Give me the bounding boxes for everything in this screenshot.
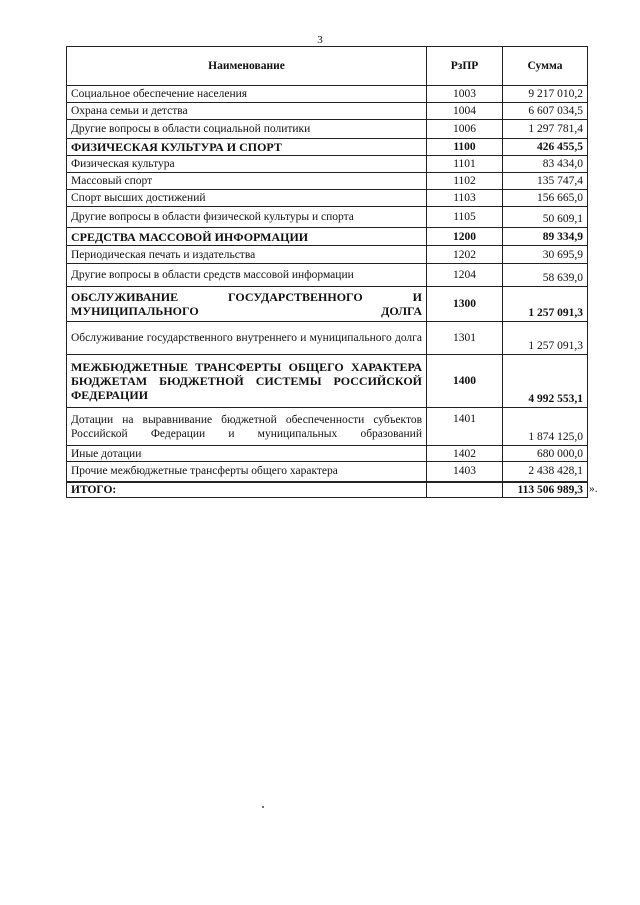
row-sum: 58 639,0: [503, 264, 588, 287]
table-row: [67, 264, 588, 287]
total-label: ИТОГО:: [67, 482, 427, 498]
header-sum: Сумма: [503, 47, 588, 86]
table-row: [67, 408, 588, 446]
header-name: Наименование: [67, 47, 427, 86]
table-row: [67, 173, 588, 190]
row-code: 1102: [427, 173, 503, 190]
total-sum: 113 506 989,3: [503, 482, 588, 498]
row-name: Массовый спорт: [67, 173, 427, 190]
section-code: 1100: [427, 139, 503, 156]
section-sum: 426 455,5: [503, 139, 588, 156]
section-name: СРЕДСТВА МАССОВОЙ ИНФОРМАЦИИ: [67, 228, 427, 246]
row-code: 1004: [427, 103, 503, 120]
row-sum: 156 665,0: [503, 190, 588, 207]
row-sum: 83 434,0: [503, 156, 588, 173]
table-row-section: [67, 287, 588, 322]
section-code: 1400: [427, 355, 503, 408]
row-name: Иные дотации: [67, 446, 427, 462]
table-row: [67, 190, 588, 207]
table-header-row: [67, 47, 588, 86]
budget-table: [66, 46, 588, 498]
row-code: 1204: [427, 264, 503, 287]
table-row: [67, 156, 588, 173]
page-number: 3: [317, 34, 323, 46]
section-code: 1300: [427, 287, 503, 322]
total-row: [67, 482, 588, 498]
section-name: ФИЗИЧЕСКАЯ КУЛЬТУРА И СПОРТ: [67, 139, 427, 156]
row-code: 1103: [427, 190, 503, 207]
row-code: 1101: [427, 156, 503, 173]
total-empty-cell: [427, 482, 503, 498]
row-sum: 9 217 010,2: [503, 86, 588, 103]
table-row-section: [67, 139, 588, 156]
row-sum: 1 874 125,0: [503, 408, 588, 446]
row-name: Другие вопросы в области социальной политики: [67, 120, 427, 139]
header-code: РзПР: [427, 47, 503, 86]
section-sum: 89 334,9: [503, 228, 588, 246]
scan-mark: [262, 806, 264, 808]
table-row: [67, 322, 588, 355]
section-name: МЕЖБЮДЖЕТНЫЕ ТРАНСФЕРТЫ ОБЩЕГО ХАРАКТЕРА БЮДЖЕТАМ БЮДЖЕТНОЙ СИСТЕМЫ РОССИЙСКОЙ ФЕДЕРАЦИИ: [67, 355, 427, 408]
row-name: Другие вопросы в области средств массовой информации: [67, 264, 427, 287]
row-code: 1402: [427, 446, 503, 462]
table-row: [67, 207, 588, 228]
table-row-section: [67, 228, 588, 246]
row-name: Другие вопросы в области физической культуры и спорта: [67, 207, 427, 228]
row-sum: 2 438 428,1: [503, 462, 588, 482]
section-sum: 4 992 553,1: [503, 355, 588, 408]
row-sum: 50 609,1: [503, 207, 588, 228]
row-name: Дотации на выравнивание бюджетной обеспеченности субъектов Российской Федерации и муниципальных образований: [67, 408, 427, 446]
row-code: 1401: [427, 408, 503, 446]
table-row: [67, 246, 588, 264]
row-code: 1003: [427, 86, 503, 103]
table-row: [67, 103, 588, 120]
row-sum: 1 297 781,4: [503, 120, 588, 139]
row-code: 1105: [427, 207, 503, 228]
table-row: [67, 120, 588, 139]
row-name: Физическая культура: [67, 156, 427, 173]
row-name: Периодическая печать и издательства: [67, 246, 427, 264]
row-sum: 30 695,9: [503, 246, 588, 264]
table-row: [67, 462, 588, 482]
table-row: [67, 86, 588, 103]
table-row: [67, 446, 588, 462]
row-name: Социальное обеспечение населения: [67, 86, 427, 103]
row-code: 1006: [427, 120, 503, 139]
table-row-section: [67, 355, 588, 408]
row-sum: 1 257 091,3: [503, 322, 588, 355]
row-code: 1202: [427, 246, 503, 264]
row-sum: 680 000,0: [503, 446, 588, 462]
row-sum: 135 747,4: [503, 173, 588, 190]
closing-quote: ».: [589, 483, 598, 495]
row-name: Обслуживание государственного внутреннего и муниципального долга: [67, 322, 427, 355]
row-name: Спорт высших достижений: [67, 190, 427, 207]
row-name: Охрана семьи и детства: [67, 103, 427, 120]
row-code: 1301: [427, 322, 503, 355]
row-name: Прочие межбюджетные трансферты общего характера: [67, 462, 427, 482]
section-sum: 1 257 091,3: [503, 287, 588, 322]
row-code: 1403: [427, 462, 503, 482]
row-sum: 6 607 034,5: [503, 103, 588, 120]
section-code: 1200: [427, 228, 503, 246]
section-name: ОБСЛУЖИВАНИЕ ГОСУДАРСТВЕННОГО И МУНИЦИПАЛЬНОГО ДОЛГА: [67, 287, 427, 322]
